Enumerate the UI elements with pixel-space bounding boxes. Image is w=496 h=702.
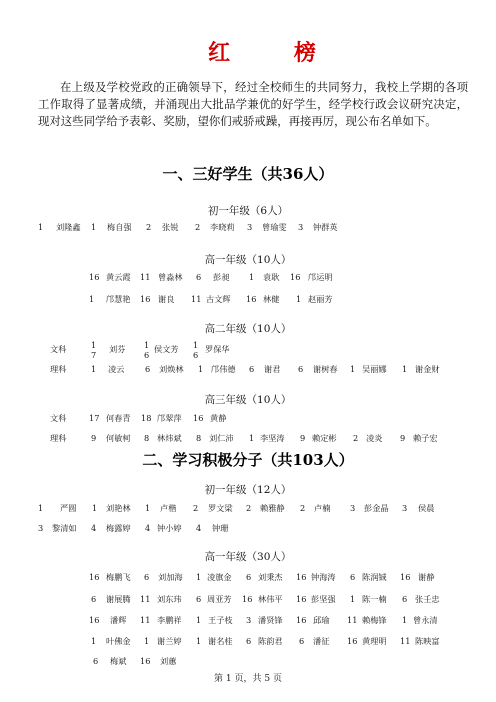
class-number: 2 xyxy=(146,222,152,232)
student-name: 钟小婷 xyxy=(157,523,182,533)
track-label: 理科 xyxy=(50,433,67,443)
student-name: 凌云 xyxy=(108,364,125,374)
class-number: 3 xyxy=(247,222,253,232)
class-number: 16 xyxy=(89,572,100,582)
class-number: 6 xyxy=(299,636,305,646)
class-number: 1 xyxy=(193,340,199,350)
name-row xyxy=(0,503,496,515)
student-name: 梅露婷 xyxy=(106,523,131,533)
student-name: 古文辉 xyxy=(206,294,231,304)
class-number: 3 xyxy=(38,523,44,533)
class-number: 6 xyxy=(402,594,408,604)
student-name: 刘焕林 xyxy=(159,364,184,374)
student-name: 周亚芳 xyxy=(207,594,232,604)
student-name: 邝慧艳 xyxy=(106,294,131,304)
class-number: 1 xyxy=(249,272,255,282)
student-name: 黄静 xyxy=(210,413,227,423)
student-name: 赵丽芳 xyxy=(308,294,333,304)
student-name: 刘隆鑫 xyxy=(56,222,81,232)
class-number: 9 xyxy=(300,433,306,443)
student-name: 潘辉 xyxy=(110,615,127,625)
class-number: 16 xyxy=(193,413,204,423)
class-number: 6 xyxy=(246,636,252,646)
student-name: 谢名桂 xyxy=(208,636,233,646)
student-name: 严圆 xyxy=(60,503,77,513)
student-name: 刘秉杰 xyxy=(258,572,283,582)
student-name: 林健 xyxy=(263,294,280,304)
class-number: 1 xyxy=(350,594,356,604)
class-number: 6 xyxy=(144,350,150,360)
class-number: 1 xyxy=(92,503,98,513)
class-number: 11 xyxy=(140,272,151,282)
class-number: 16 xyxy=(347,636,358,646)
class-number: 1 xyxy=(249,433,255,443)
student-name: 张锐 xyxy=(162,222,179,232)
student-name: 何春青 xyxy=(106,413,131,423)
class-number: 6 xyxy=(93,656,99,666)
student-name: 黎清如 xyxy=(52,523,77,533)
student-name: 刘艳林 xyxy=(106,503,131,513)
student-name: 谢兰婷 xyxy=(157,636,182,646)
name-row xyxy=(0,523,496,535)
name-row xyxy=(0,572,496,584)
section-heading-active-learners: 二、学习积极分子（共103人） xyxy=(142,451,354,469)
name-row xyxy=(0,615,496,627)
class-number: 1 xyxy=(38,503,44,513)
student-name: 罗保华 xyxy=(205,344,230,354)
class-number: 3 xyxy=(246,615,252,625)
student-name: 凌旗金 xyxy=(207,572,232,582)
student-name: 谢金财 xyxy=(415,364,440,374)
student-name: 吴丽娜 xyxy=(362,364,387,374)
class-number: 6 xyxy=(298,364,304,374)
student-name: 陈映富 xyxy=(415,636,440,646)
student-name: 刘芬 xyxy=(109,344,126,354)
student-name: 彭金晶 xyxy=(364,503,389,513)
class-number: 16 xyxy=(89,615,100,625)
grade-label: 高三年级（10人） xyxy=(204,394,292,406)
class-number: 1 xyxy=(196,615,202,625)
name-row xyxy=(0,656,496,668)
class-number: 2 xyxy=(246,503,252,513)
class-number: 1 xyxy=(145,503,151,513)
class-number: 3 xyxy=(298,222,304,232)
class-number: 6 xyxy=(246,572,252,582)
class-number: 6 xyxy=(196,272,202,282)
student-name: 陈润铖 xyxy=(362,572,387,582)
class-number: 6 xyxy=(196,594,202,604)
name-row xyxy=(0,594,496,606)
student-name: 谢展腾 xyxy=(106,594,131,604)
grade-label: 高一年级（10人） xyxy=(204,254,292,266)
track-label: 理科 xyxy=(50,364,67,374)
class-number: 8 xyxy=(196,433,202,443)
class-number: 8 xyxy=(144,433,150,443)
class-number: 16 xyxy=(400,572,411,582)
student-name: 梅斌 xyxy=(110,656,127,666)
section-heading-merit-students: 一、三好学生（共36人） xyxy=(162,165,334,183)
class-number: 11 xyxy=(400,636,411,646)
student-name: 谢君 xyxy=(264,364,281,374)
student-name: 李鹏祥 xyxy=(157,615,182,625)
grade-label: 初一年级（12人） xyxy=(204,484,292,496)
class-number: 11 xyxy=(140,615,151,625)
class-number: 2 xyxy=(300,503,306,513)
class-number: 1 xyxy=(144,340,150,350)
student-name: 钟珊 xyxy=(212,523,229,533)
name-row xyxy=(0,340,496,360)
class-number: 1 xyxy=(91,636,97,646)
class-number: 1 xyxy=(196,572,202,582)
student-name: 彭坚强 xyxy=(311,594,336,604)
student-name: 王子枝 xyxy=(208,615,233,625)
name-row xyxy=(0,294,496,306)
class-number: 9 xyxy=(91,433,97,443)
student-name: 叶佛金 xyxy=(106,636,131,646)
class-number: 1 xyxy=(402,364,408,374)
track-label: 文科 xyxy=(50,344,67,354)
student-name: 赖梅锋 xyxy=(362,615,387,625)
student-name: 林炜斌 xyxy=(157,433,182,443)
student-name: 潘征 xyxy=(313,636,330,646)
student-name: 何敏柯 xyxy=(106,433,131,443)
class-number: 9 xyxy=(400,433,406,443)
student-name: 刘加海 xyxy=(158,572,183,582)
student-name: 曾瑜雯 xyxy=(262,222,287,232)
class-number: 17 xyxy=(89,413,100,423)
student-name: 谢树春 xyxy=(313,364,338,374)
class-number: 16 xyxy=(296,572,307,582)
student-name: 赖雅静 xyxy=(260,503,285,513)
student-name: 凌炎 xyxy=(366,433,383,443)
student-name: 曾永清 xyxy=(413,615,438,625)
student-name: 邱瑜 xyxy=(313,615,330,625)
student-name: 黄理明 xyxy=(362,636,387,646)
class-number: 6 xyxy=(144,572,150,582)
name-row xyxy=(0,433,496,445)
class-number: 1 xyxy=(402,615,408,625)
student-name: 侯文芳 xyxy=(154,344,179,354)
student-name: 袁耿 xyxy=(263,272,280,282)
student-name: 刘蕙 xyxy=(160,656,177,666)
student-name: 李坚涛 xyxy=(260,433,285,443)
page-footer: 第 1 页，共 5 页 xyxy=(214,674,282,684)
class-number: 6 xyxy=(350,572,356,582)
class-number: 16 xyxy=(296,594,307,604)
student-name: 邝伟德 xyxy=(211,364,236,374)
student-name: 赖子宏 xyxy=(413,433,438,443)
grade-label: 高一年级（30人） xyxy=(204,551,292,563)
class-number: 4 xyxy=(91,523,97,533)
class-number: 3 xyxy=(350,503,356,513)
student-name: 梅自强 xyxy=(107,222,132,232)
student-name: 刘仁沛 xyxy=(209,433,234,443)
class-number: 16 xyxy=(89,272,100,282)
student-name: 卢楷 xyxy=(160,503,177,513)
student-name: 卢楠 xyxy=(314,503,331,513)
student-name: 刘东玮 xyxy=(157,594,182,604)
student-name: 曾淼林 xyxy=(158,272,183,282)
class-number: 18 xyxy=(141,413,152,423)
class-number: 6 xyxy=(145,364,151,374)
class-number: 1 xyxy=(350,364,356,374)
class-number: 1 xyxy=(144,636,150,646)
class-number: 16 xyxy=(140,656,151,666)
name-row xyxy=(0,636,496,648)
class-number: 1 xyxy=(296,294,302,304)
grade-label: 高二年级（10人） xyxy=(204,323,292,335)
student-name: 侯晨 xyxy=(418,503,435,513)
student-name: 黄云霞 xyxy=(106,272,131,282)
student-name: 陈一楠 xyxy=(362,594,387,604)
class-number: 11 xyxy=(347,615,358,625)
class-number: 16 xyxy=(242,594,253,604)
student-name: 彭昶 xyxy=(213,272,230,282)
grade-label: 初一年级（6人） xyxy=(207,205,289,217)
class-number: 16 xyxy=(140,294,151,304)
class-number: 4 xyxy=(196,523,202,533)
class-number: 6 xyxy=(91,594,97,604)
page-title: 红 榜 xyxy=(208,40,344,66)
intro-paragraph: 在上级及学校党政的正确领导下，经过全校师生的共同努力，我校上学期的各项工作取得了显著成绩，并涌现出大批品学兼优的好学生，经学校行政会议研究决定，现对这些同学给予表彰、奖励，望你们戒骄戒躁，再接再厉，现公布名单如下。 xyxy=(38,80,468,129)
class-number: 1 xyxy=(91,222,97,232)
class-number: 1 xyxy=(91,340,97,350)
class-number: 6 xyxy=(193,350,199,360)
student-name: 钟群英 xyxy=(313,222,338,232)
student-name: 张壬忠 xyxy=(415,594,440,604)
class-number: 6 xyxy=(249,364,255,374)
class-number: 1 xyxy=(89,294,95,304)
student-name: 梅鹏飞 xyxy=(106,572,131,582)
class-number: 1 xyxy=(91,364,97,374)
class-number: 1 xyxy=(196,636,202,646)
name-row xyxy=(0,272,496,284)
student-name: 赖定彬 xyxy=(312,433,337,443)
class-number: 1 xyxy=(198,364,204,374)
class-number: 11 xyxy=(191,294,202,304)
student-name: 林伟平 xyxy=(258,594,283,604)
class-number: 2 xyxy=(193,503,199,513)
class-number: 2 xyxy=(195,222,201,232)
student-name: 谢良 xyxy=(158,294,175,304)
class-number: 2 xyxy=(353,433,359,443)
student-name: 邝运明 xyxy=(308,272,333,282)
student-name: 陈韵君 xyxy=(258,636,283,646)
student-name: 邝翠萍 xyxy=(157,413,182,423)
student-name: 李晓莉 xyxy=(210,222,235,232)
class-number: 16 xyxy=(290,272,301,282)
student-name: 潘贤锋 xyxy=(258,615,283,625)
name-row xyxy=(0,222,496,234)
class-number: 4 xyxy=(145,523,151,533)
class-number: 1 xyxy=(38,222,44,232)
student-name: 罗文梁 xyxy=(208,503,233,513)
track-label: 文科 xyxy=(50,413,67,423)
class-number: 11 xyxy=(140,594,151,604)
class-number: 7 xyxy=(91,350,97,360)
class-number: 16 xyxy=(296,615,307,625)
name-row xyxy=(0,413,496,425)
class-number: 3 xyxy=(402,503,408,513)
student-name: 钟海涛 xyxy=(311,572,336,582)
name-row xyxy=(0,364,496,376)
student-name: 谢静 xyxy=(418,572,435,582)
class-number: 16 xyxy=(246,294,257,304)
